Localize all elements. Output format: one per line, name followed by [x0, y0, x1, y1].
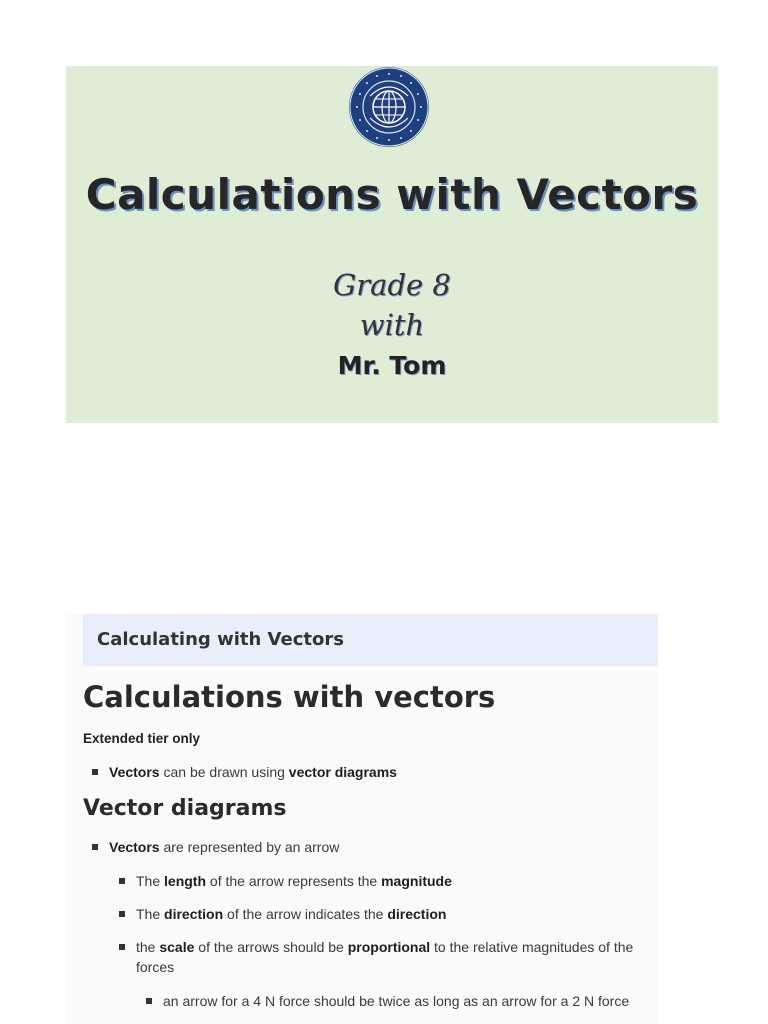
school-seal-icon	[348, 66, 430, 148]
list-item: an arrow for a 4 N force should be twice as long as an arrow for a 2 N force	[163, 993, 630, 1009]
teacher-name: Mr. Tom	[337, 351, 447, 380]
list-item: The direction of the arrow indicates the direction	[136, 906, 447, 922]
list-item: the scale of the arrows should be proportional to the relative magnitudes of the forces	[136, 939, 634, 975]
list-bullet	[119, 878, 125, 884]
list-bullet	[146, 998, 152, 1004]
notes-subheading: Vector diagrams	[83, 796, 287, 821]
list-bullet	[119, 944, 125, 950]
page-title: Calculations with Vectors	[85, 170, 699, 219]
list-bullet	[92, 769, 98, 775]
list-bullet	[92, 844, 98, 850]
tier-label: Extended tier only	[83, 731, 201, 746]
notes-heading: Calculations with vectors	[83, 680, 496, 714]
list-bullet	[119, 911, 125, 917]
with-label: with	[359, 308, 425, 342]
grade-label: Grade 8	[333, 268, 451, 302]
notes-header-title: Calculating with Vectors	[97, 629, 344, 650]
list-item: Vectors can be drawn using vector diagrams	[109, 764, 397, 780]
list-item: The length of the arrow represents the magnitude	[136, 873, 452, 889]
list-item: Vectors are represented by an arrow	[109, 839, 340, 855]
